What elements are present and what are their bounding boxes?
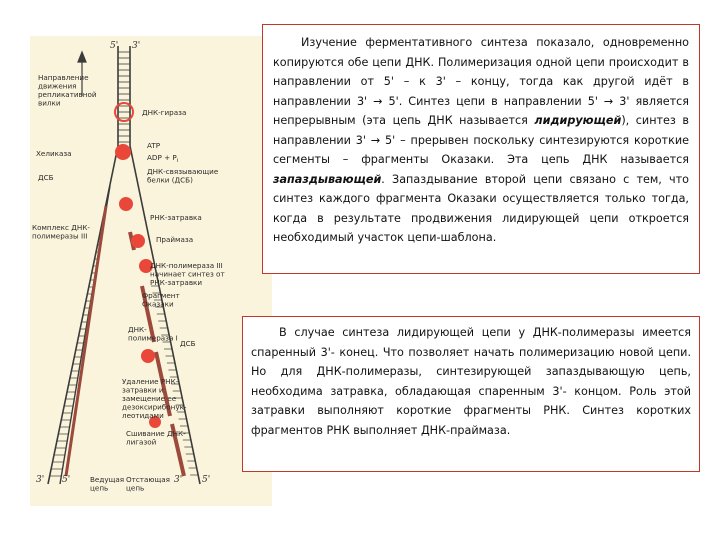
primase-blob: [131, 234, 145, 248]
label-polymerase-start: ДНК-полимераза III: [150, 261, 223, 270]
label-polymerase-i: ДНК-: [128, 325, 147, 334]
label-rna-removal: дезоксирибонук-: [122, 402, 187, 412]
polymerase-i-blob: [141, 349, 155, 363]
label-rna-removal: затравки и: [122, 385, 164, 395]
label-rna-removal: замещение ее: [122, 394, 177, 403]
prime-3-top: 3': [132, 41, 141, 51]
text-segment: ), синтез в направлении 3': [273, 114, 690, 147]
label-helicase: Хеликаза: [36, 149, 72, 158]
label-okazaki: Оказаки: [142, 299, 174, 309]
label-ssb-proteins: ДНК-связывающие: [147, 167, 219, 176]
label-lagging: Отстающая: [126, 475, 170, 484]
replication-fork-svg: [30, 36, 272, 506]
helix-rungs: [118, 52, 130, 142]
text-segment: →: [373, 94, 383, 108]
text-box-2-paragraph: В случае синтеза лидирующей цепи у ДНК-полимеразы имеется спаренный 3'- конец. Что позволяет начать полимеризацию новой цепи. Но для ДНК-полимеразы, синтезирующей запаздывающую цепь, необходима затравка, обладающая спаренным 3'- концом. Роль этой затравки выполняют короткие фрагменты РНК. Синтез коротких фрагментов РНК выполняет ДНК-праймаза.: [251, 326, 691, 437]
text-box-leading-strand: [242, 316, 700, 472]
text-box-1-paragraph: [273, 33, 689, 248]
leading-new-strand: [66, 206, 106, 476]
label-leading: цепь: [90, 483, 109, 493]
text-segment: 5' – прерывен поскольку синтезируются короткие сегменты – фрагменты Оказаки. Эта цепь ДНК называется: [273, 133, 689, 166]
label-complex: Комплекс ДНК-: [32, 223, 90, 232]
label-polymerase-start: РНК-затравки: [150, 278, 203, 287]
label-ssb-proteins: белки (ДСБ): [147, 175, 193, 185]
text-segment: 5'. Синтез цепи в направлении 5': [382, 94, 604, 108]
label-direction: репликативной: [38, 90, 97, 99]
label-direction: Направление: [38, 73, 89, 82]
emphasis-term: лидирующей: [534, 114, 622, 127]
label-ssb-right: ДСБ: [180, 339, 196, 348]
polymerase-iii-blob: [119, 197, 133, 211]
label-ssb-left: ДСБ: [38, 173, 54, 182]
label-rna-removal: Удаление РНК-: [122, 377, 179, 386]
helicase-blob: [115, 144, 131, 160]
label-adp-subscript: i: [176, 158, 179, 164]
prime-5-top: 5': [110, 41, 119, 51]
label-gyrase: ДНК-гираза: [142, 108, 187, 117]
label-polymerase-start: начинает синтез от: [150, 269, 225, 279]
text-segment: 3' является непрерывным (эта цепь ДНК называется: [273, 94, 690, 127]
text-segment: →: [370, 133, 381, 147]
label-lagging: цепь: [126, 483, 145, 493]
label-rna-primer: РНК-затравка: [150, 213, 202, 222]
text-segment: Изучение ферментативного синтеза показало, одновременно копируются обе цепи ДНК. Полимеризация одной цепи происходит в направлении от 5' – к 3' – концу, тогда как другой идёт в направлении 3': [273, 36, 689, 108]
label-direction: вилки: [38, 98, 61, 108]
label-complex: полимеразы III: [32, 231, 88, 241]
text-segment: →: [603, 94, 614, 108]
replication-fork-diagram: [30, 36, 272, 506]
label-ligase: лигазой: [126, 437, 157, 447]
label-polymerase-i: полимераза I: [128, 333, 178, 343]
label-ligase: Сшивание ДНК-: [126, 429, 186, 438]
label-primase: Праймаза: [156, 235, 194, 244]
label-direction: движения: [38, 81, 77, 91]
text-box-enzymatic-synthesis: [262, 24, 700, 274]
prime-5-bottom-right: 5': [202, 475, 211, 485]
label-atp: ATP: [147, 141, 161, 150]
label-leading: Ведущая: [90, 475, 125, 484]
prime-5-bottom-left: 5': [62, 475, 71, 485]
label-okazaki: Фрагмент: [142, 291, 180, 300]
label-adp: ADP + $P_i$: [147, 153, 179, 164]
emphasis-term: запаздывающей: [273, 172, 382, 186]
prime-3-bottom-right: 3': [174, 475, 183, 485]
prime-3-bottom-left: 3': [36, 475, 45, 485]
text-segment: . Запаздывание второй цепи связано с тем, что синтез каждого фрагмента Оказаки осуществляется только тогда, когда в результате продвижения лидирующей цепи откроется необходимый участок цепи-шаблона.: [273, 172, 689, 244]
parental-helix: [118, 46, 130, 146]
label-rna-removal: леотидами: [122, 411, 164, 420]
